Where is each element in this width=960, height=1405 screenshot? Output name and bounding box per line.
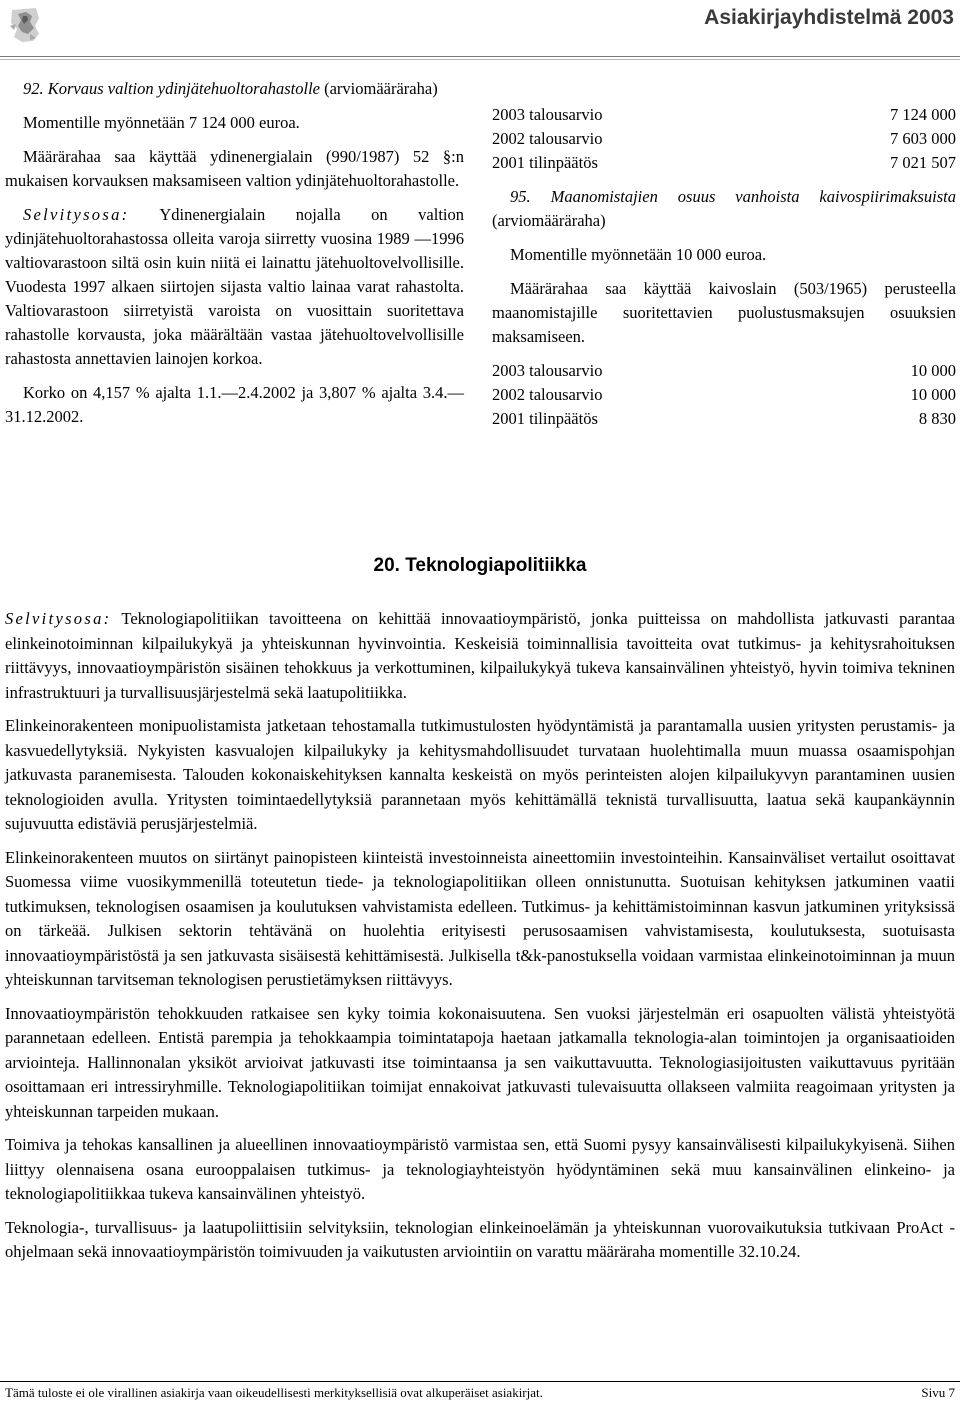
right-column bbox=[492, 103, 956, 441]
footer-disclaimer: Tämä tuloste ei ole virallinen asiakirja vaan oikeudellisesti merkityksellisiä ovat alkuperäiset asiakirjat. bbox=[5, 1385, 543, 1400]
item-95-number: 95. bbox=[510, 187, 531, 206]
chapter-title: 20. Teknologiapolitiikka bbox=[373, 555, 587, 576]
figure-label: 2002 talousarvio bbox=[492, 385, 603, 404]
document-title: Asiakirjayhdistelmä 2003 bbox=[704, 6, 954, 29]
figure-row bbox=[492, 407, 956, 431]
chapter-paragraph: Innovaatioympäristön tehokkuuden ratkaisee sen kyky toimia kokonaisuutena. Sen vuoksi järjestelmän eri osapuolten välistä yhteistyötä parannetaan edelleen. Entistä parempia ja tehokkaampia toimintatapoja haetaan jatkamalla teknologia-alan toimintojen ja organisaatioiden arviointeja. Hallinnonalan yksiköt arvioivat jatkuvasti itse toimintaansa ja sen vaikuttavuutta. Teknologiasijoitusten vaikuttavuus pyritään osoittamaan eri intressiryhmille. Teknologiapolitiikan toimijat ennakoivat jatkuvasti tulevaisuutta ollakseen valmiita reagoimaan yritysten ja yhteiskunnan tarpeiden mukaan. bbox=[5, 1003, 955, 1121]
item-95-momentti: Momentille myönnetään 10 000 euroa. bbox=[510, 245, 767, 264]
item-92-paragraph: Määrärahaa saa käyttää ydinenergialain (990/1987) 52 §:n mukaisen korvauksen maksamiseen valtion ydinjätehuoltorahastolle. bbox=[5, 147, 464, 190]
chapter-paragraph: Elinkeinorakenteen muutos on siirtänyt painopisteen kiinteistä investoinneista aineettomiin investointeihin. Kansainväliset vertailut osoittavat Suomessa viime vuosikymmenillä toteutetun tiede- ja teknologiapolitiikan olleen onnistunutta. Suotuisan kehityksen jatkuminen vaatii tutkimuksen, teknologisen osaamisen ja koulutuksen vahvistamista edelleen. Tutkimus- ja kehittämistoiminnan kasvun jatkuminen yrityksissä on tärkeää. Julkisen sektorin tehtävänä on huolehtia erityisesti perusosaamisen vahvistamisesta, koulutuksesta, suotuisasta innovaatioympäristöstä ja sen jatkuvasta sisäisestä kehittämisestä. Julkisella t&k-panostuksella voidaan varmistaa elinkeinotoiminnan ja muun yhteiskunnan tarvitseman teknologisen perustietämyksen riittävyys. bbox=[5, 847, 955, 989]
item-92-selvitysosa bbox=[5, 203, 464, 371]
figure-label: 2003 talousarvio bbox=[492, 361, 603, 380]
figure-value: 7 021 507 bbox=[890, 153, 956, 172]
figure-value: 7 603 000 bbox=[890, 129, 956, 148]
item-92-momentti: Momentille myönnetään 7 124 000 euroa. bbox=[23, 113, 300, 132]
chapter-paragraph: Toimiva ja tehokas kansallinen ja alueellinen innovaatioympäristö varmistaa sen, että Suomi pysyy kansainvälisesti kilpailukykyisenä. Siihen liittyy olennaisena osana eurooppalaisen tutkimus- ja teknologiayhteistyön hyödyntäminen sekä muu kansainvälinen elinkeino- ja teknologiapolitiikkaa tukeva kansainvälinen yhteistyö. bbox=[5, 1135, 955, 1203]
chapter-paragraph: Teknologia-, turvallisuus- ja laatupoliittisiin selvityksiin, teknologian elinkeinoelämän ja yhteiskunnan vuorovaikutuksia tutkivaan ProAct -ohjelmaan sekä innovaatioympäristön toimivuuden ja vaikutusten arviointiin on varattu määräraha momentille 32.10.24. bbox=[5, 1217, 955, 1261]
figure-row bbox=[492, 103, 956, 127]
figure-label: 2003 talousarvio bbox=[492, 105, 603, 124]
figure-value: 10 000 bbox=[910, 361, 956, 380]
item-95-heading bbox=[492, 185, 956, 233]
item-92-title: Korvaus valtion ydinjätehuoltorahastolle bbox=[47, 79, 320, 98]
left-column bbox=[5, 77, 464, 439]
item-92-heading bbox=[5, 77, 464, 101]
figure-value: 10 000 bbox=[910, 385, 956, 404]
figure-label: 2002 talousarvio bbox=[492, 129, 603, 148]
figure-label: 2001 tilinpäätös bbox=[492, 153, 598, 172]
header-rule bbox=[0, 56, 960, 57]
item-92-number: 92. bbox=[23, 79, 44, 98]
figure-value: 8 830 bbox=[918, 409, 956, 428]
item-92-figures bbox=[492, 103, 956, 175]
chapter-body bbox=[5, 607, 955, 1274]
item-92-korko: Korko on 4,157 % ajalta 1.1.—2.4.2002 ja 3,807 % ajalta 3.4.—31.12.2002. bbox=[5, 383, 464, 426]
chapter-paragraph bbox=[5, 607, 955, 705]
item-95-title: Maanomistajien osuus vanhoista kaivospiirimaksuista bbox=[550, 187, 956, 206]
item-95-paragraph: Määrärahaa saa käyttää kaivoslain (503/1965) perusteella maanomistajille suoritettavien puolustusmaksujen osuuksien maksamiseen. bbox=[492, 279, 956, 346]
chapter-paragraph-text: Teknologiapolitiikan tavoitteena on kehittää innovaatioympäristö, jonka puitteissa on mahdollista jatkuvasti parantaa elinkeinotoiminnan kilpailukykyä ja yhteiskunnan hyvinvointia. Keskeisiä toiminnallisia tavoitteita ovat tutkimus- ja kehitysrahoituksen riittävyys, innovaatioympäristön sisäinen tehokkuus ja verkottuminen, kilpailukykyä tukeva kansainvälinen yhteistyö, hyvin toimiva tekninen infrastruktuuri ja turvallisuusjärjestelmä sekä laatupolitiikka. bbox=[5, 609, 955, 702]
figure-row bbox=[492, 359, 956, 383]
figure-row bbox=[492, 151, 956, 175]
chapter-paragraph: Elinkeinorakenteen monipuolistamista jatketaan tehostamalla tutkimustulosten hyödyntämistä ja parantamalla uusien yritysten perustamis- ja kasvuedellytyksiä. Nykyisten kasvualojen kilpailukyky ja kehitysmahdollisuudet turvataan huolehtimalla muun muassa osaamispohjan jatkuvasta paranemisesta. Talouden kokonaiskehityksen kannalta keskeistä on myös perinteisten alojen kilpailukyvyn parantaminen uusien teknologioiden avulla. Yritysten toimintaedellytyksiä parannetaan myös kehittämällä teknistä turvallisuutta, laatua sekä kaupankäynnin sujuvuutta edistäviä perusjärjestelmiä. bbox=[5, 716, 955, 833]
item-95-figures bbox=[492, 359, 956, 431]
page-number: Sivu 7 bbox=[921, 1385, 955, 1400]
selvitysosa-label: Selvitysosa: bbox=[23, 205, 130, 224]
item-92-selvitys-text: Ydinenergialain nojalla on valtion ydinjätehuoltorahastossa olleita varoja siirretty vuosina 1989 —1996 valtiovarastoon siltä osin kuin niitä ei lainattu jätehuoltovelvollisille. Vuodesta 1997 alkaen siirtojen sijasta valtio lainaa varat rahastolta. Valtiovarastoon siirretyistä varoista on vuosittain suoritettava rahastolle korvausta, joka määrältään vastaa jätehuoltovelvollisille rahastosta annettavien lainojen korkoa. bbox=[5, 205, 464, 368]
item-92-type: (arviomääräraha) bbox=[324, 79, 438, 98]
figure-value: 7 124 000 bbox=[890, 105, 956, 124]
item-95-type: (arviomääräraha) bbox=[492, 211, 606, 230]
footer-rule bbox=[0, 1381, 960, 1382]
figure-row bbox=[492, 127, 956, 151]
figure-row bbox=[492, 383, 956, 407]
selvitysosa-label: Selvitysosa: bbox=[5, 609, 112, 628]
lion-coat-of-arms-icon bbox=[6, 4, 44, 44]
figure-label: 2001 tilinpäätös bbox=[492, 409, 598, 428]
header-rule-secondary bbox=[0, 59, 960, 60]
